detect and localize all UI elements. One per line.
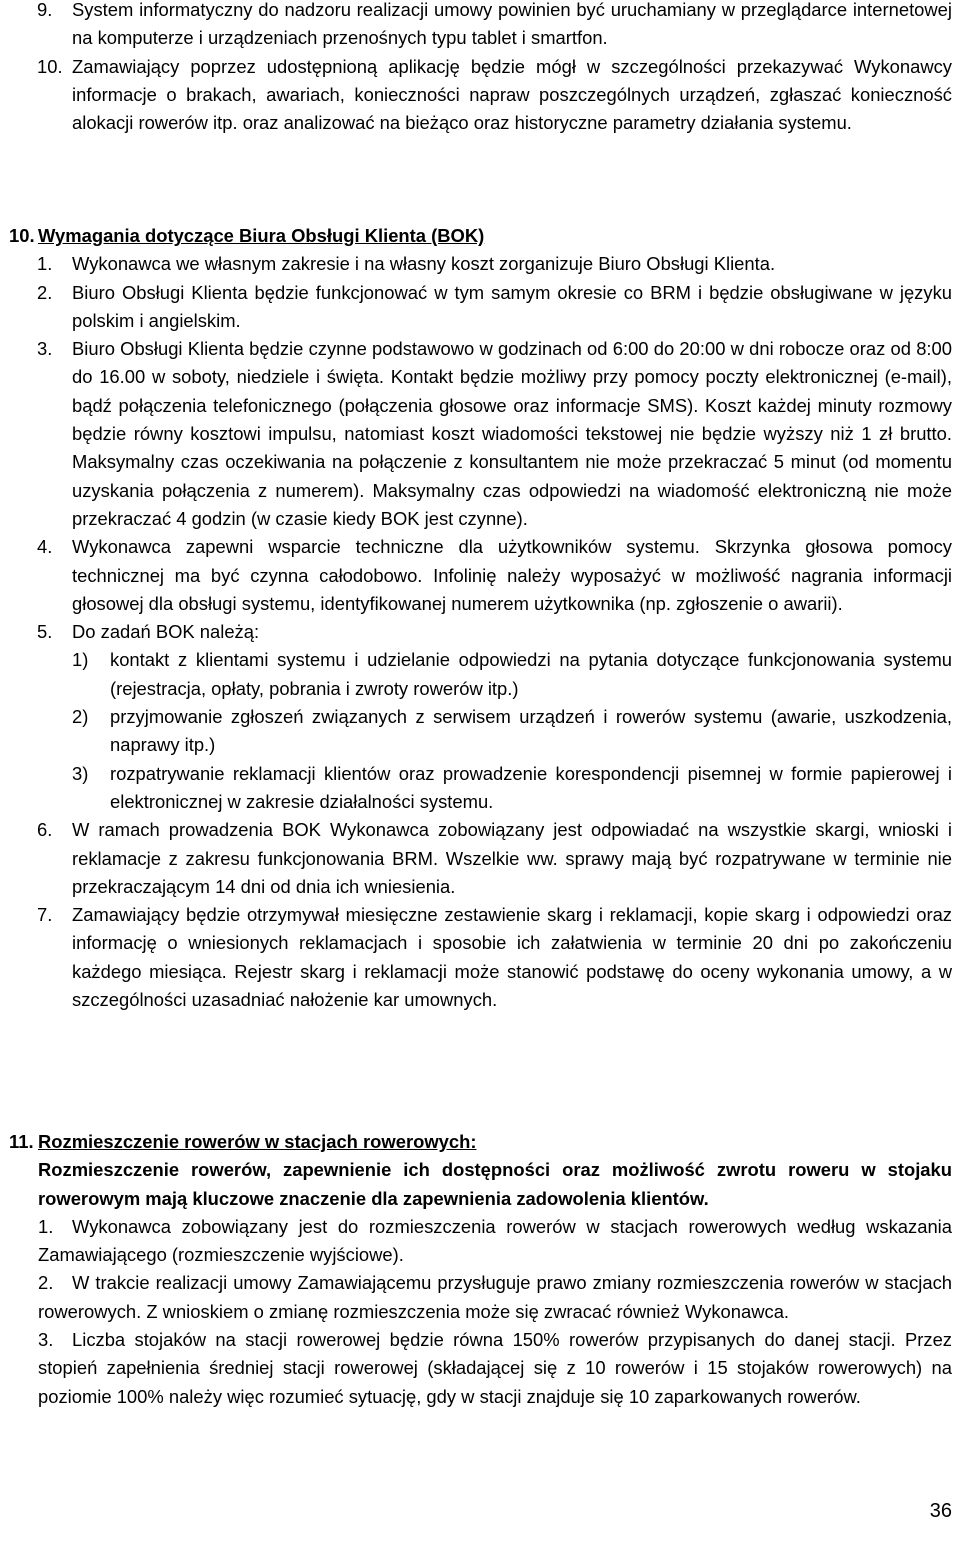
list-item — [0, 1213, 956, 1270]
section-number: 10. — [9, 225, 35, 246]
list-item — [0, 250, 956, 278]
list-item — [0, 816, 956, 901]
section-heading — [0, 222, 956, 250]
list-item-text: Wykonawca zobowiązany jest do rozmieszczenia rowerów w stacjach rowerowych według wskazania Zamawiającego (rozmieszczenie wyjściowe). — [38, 1215, 952, 1266]
list-item-number: 2. — [38, 1272, 54, 1294]
list-item-text: System informatyczny do nadzoru realizacji umowy powinien być uruchamiany w przeglądarce internetowej na komputerze i urządzeniach przenośnych typu tablet i smartfon. — [72, 0, 952, 49]
list-item-text: W ramach prowadzenia BOK Wykonawca zobowiązany jest odpowiadać na wszystkie skargi, wnioski i reklamacje z zakresu funkcjonowania BRM. Wszelkie ww. sprawy mają być rozpatrywane w terminie nie przekraczającym 14 dni od dnia ich wniesienia. — [72, 819, 952, 897]
list-item-text: Zamawiający będzie otrzymywał miesięczne zestawienie skarg i reklamacji, kopie skarg i odpowiedzi oraz informację o wniesionych reklamacjach i sposobie ich załatwienia w terminie 20 dni po zakończeniu każdego miesiąca. Rejestr skarg i reklamacji może stanowić podstawę do oceny wykonania umowy, a w szczególności uzasadniać nałożenie kar umownych. — [72, 904, 952, 1011]
section-title: Rozmieszczenie rowerów w stacjach rowerowych: — [38, 1131, 477, 1152]
list-item-text: Biuro Obsługi Klienta będzie funkcjonować w tym samym okresie co BRM i będzie obsługiwane w języku polskim i angielskim. — [72, 281, 952, 331]
list-item — [0, 0, 956, 53]
sub-list-item-text: rozpatrywanie reklamacji klientów oraz prowadzenie korespondencji pisemnej w formie papierowej i elektronicznej w zakresie działalności systemu. — [110, 762, 952, 812]
page-number: 36 — [929, 1500, 952, 1522]
list-item-number: 1. — [37, 253, 53, 275]
list-item-text: Biuro Obsługi Klienta będzie czynne podstawowo w godzinach od 6:00 do 20:00 w dni robocze oraz od 8:00 do 16.00 w soboty, niedziele i święta. Kontakt będzie możliwy przy pomocy poczty elektronicznej (e-mail), bądź połączenia telefonicznego (połączenia głosowe oraz informacje SMS). Koszt każdej minuty rozmowy będzie równy kosztowi impulsu, natomiast koszt wiadomości tekstowej nie będzie wyższy niż 1 zł brutto. Maksymalny czas oczekiwania na połączenie z konsultantem nie może przekraczać 5 minut (od momentu uzyskania połączenia z numerem). Maksymalny czas odpowiedzi na wiadomość elektroniczną nie może przekraczać 4 godzin (w czasie kiedy BOK jest czynne). — [72, 338, 952, 529]
list-item-text: W trakcie realizacji umowy Zamawiającemu przysługuje prawo zmiany rozmieszczenia rowerów w stacjach rowerowych. Z wnioskiem o zmianę rozmieszczenia może się zwracać również Wykonawca. — [38, 1272, 952, 1322]
section-intro: Rozmieszczenie rowerów, zapewnienie ich dostępności oraz możliwość zwrotu roweru w stojaku rowerowym mają kluczowe znaczenie dla zapewnienia zadowolenia klientów. — [38, 1159, 952, 1209]
list-item — [0, 1326, 956, 1411]
list-item-text: Wykonawca zapewni wsparcie techniczne dla użytkowników systemu. Skrzynka głosowa pomocy technicznej ma być czynna całodobowo. Infolinię należy wyposażyć w możliwość nagrania informacji głosowej dla obsługi systemu, identyfikowanej numerem użytkownika (np. zgłoszenie o awarii). — [72, 536, 952, 614]
list-item — [0, 533, 956, 618]
list-item-text: Zamawiający poprzez udostępnioną aplikację będzie mógł w szczególności przekazywać Wykonawcy informacje o brakach, awariach, konieczności napraw poszczególnych urządzeń, zgłaszać konieczność alokacji rowerów itp. oraz analizować na bieżąco oraz historyczne parametry działania systemu. — [72, 55, 952, 134]
section-11 — [0, 1128, 956, 1411]
list-item-text: Wykonawca we własnym zakresie i na własny koszt zorganizuje Biuro Obsługi Klienta. — [72, 253, 776, 275]
sub-list-item — [0, 703, 956, 760]
sub-list-item-number: 3) — [72, 762, 89, 784]
list-item-number: 9. — [37, 0, 53, 20]
section-title: Wymagania dotyczące Biura Obsługi Klienta (BOK) — [38, 225, 485, 246]
section-10 — [0, 222, 956, 1014]
top-list — [0, 0, 956, 137]
list-item — [0, 901, 956, 1014]
list-item-text: Liczba stojaków na stacji rowerowej będzie równa 150% rowerów przypisanych do danej stacji. Przez stopień zapełnienia średniej stacji rowerowej (składającej się z 10 rowerów i 15 stojaków rowerowych) na poziomie 100% należy więc rozumieć sytuację, gdy w stacji znajduje się 10 zaparkowanych rowerów. — [38, 1329, 952, 1407]
list-item-number: 3. — [37, 338, 53, 360]
list-item — [0, 279, 956, 336]
sub-list-item — [0, 760, 956, 817]
list-item — [0, 1269, 956, 1326]
list-item-number: 10. — [37, 55, 63, 77]
list-item — [0, 53, 956, 138]
section-heading — [0, 1128, 956, 1156]
sub-list-item-text: przyjmowanie zgłoszeń związanych z serwisem urządzeń i rowerów systemu (awarie, uszkodzenia, naprawy itp.) — [110, 706, 952, 756]
list-item — [0, 335, 956, 533]
list-item-number: 5. — [37, 621, 53, 643]
sub-list-item-number: 1) — [72, 649, 89, 671]
sub-list-item-text: kontakt z klientami systemu i udzielanie odpowiedzi na pytania dotyczące funkcjonowania systemu (rejestracja, opłaty, pobrania i zwroty rowerów itp.) — [110, 649, 952, 699]
sub-list-item-number: 2) — [72, 706, 89, 728]
list-item-number: 2. — [37, 281, 53, 303]
list-item-number: 4. — [37, 536, 53, 558]
list-item — [0, 618, 956, 646]
list-item-text: Do zadań BOK należą: — [72, 621, 260, 643]
list-item-number: 1. — [38, 1215, 54, 1237]
section-number: 11. — [9, 1131, 34, 1152]
list-item-number: 3. — [38, 1329, 54, 1351]
sub-list-item — [0, 646, 956, 703]
list-item-number: 6. — [37, 819, 53, 841]
list-item-number: 7. — [37, 904, 53, 926]
